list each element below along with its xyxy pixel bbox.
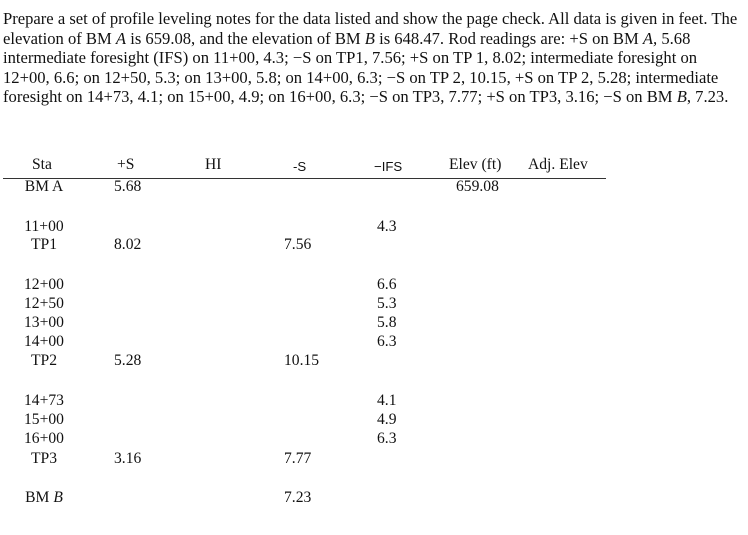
- ifs-cell: 5.3: [377, 295, 397, 312]
- ifs-cell: 4.1: [377, 392, 397, 409]
- header-plus-s: +S: [117, 156, 135, 173]
- header-ifs: −IFS: [374, 159, 403, 174]
- plus-s-cell: 5.68: [114, 178, 142, 195]
- ifs-cell: 6.3: [377, 430, 397, 447]
- station-cell: 14+00: [24, 333, 64, 350]
- station-cell: 13+00: [24, 314, 64, 331]
- ifs-cell: 4.9: [377, 411, 397, 428]
- station-cell: TP2: [31, 352, 57, 369]
- header-minus-s: -S: [293, 159, 307, 174]
- minus-s-cell: 7.23: [284, 489, 312, 506]
- elev-cell: 659.08: [456, 178, 499, 195]
- header-adj-elev: Adj. Elev: [528, 156, 588, 173]
- ifs-cell: 5.8: [377, 314, 397, 331]
- station-prefix: BM: [25, 489, 54, 506]
- station-cell: 12+00: [24, 276, 64, 293]
- station-cell: [14, 489, 74, 507]
- station-cell: 15+00: [24, 411, 64, 428]
- plus-s-cell: 8.02: [114, 236, 142, 253]
- header-rule: [3, 178, 606, 179]
- station-cell: 14+73: [24, 392, 64, 409]
- plus-s-cell: 5.28: [114, 352, 142, 369]
- header-elev: Elev (ft): [449, 156, 502, 173]
- header-sta: Sta: [32, 156, 52, 173]
- problem-statement: Prepare a set of profile leveling notes for the data listed and show the page check. All data is given in feet. The elevation of BM A is 659.08, and the elevation of BM B is 648.47. Rod readings are: +S on BM A, 5.68 intermediate foresight (IFS) on 11+00, 4.3; −S on TP1, 7.56; +S on TP 1, 8.02; intermediate foresight on 12+00, 6.6; on 12+50, 5.3; on 13+00, 5.8; on 14+00, 6.3; −S on TP 2, 10.15, +S on TP 2, 5.28; intermediate foresight on 14+73, 4.1; on 15+00, 4.9; on 16+00, 6.3; −S on TP3, 7.77; +S on TP3, 3.16; −S on BM B, 7.23.: [3, 9, 738, 107]
- station-cell: 12+50: [24, 295, 64, 312]
- minus-s-cell: 7.56: [284, 236, 312, 253]
- station-cell: BM A: [24, 178, 64, 195]
- header-hi: HI: [205, 156, 222, 173]
- station-cell: TP3: [31, 450, 57, 467]
- station-cell: 16+00: [24, 430, 64, 447]
- ifs-cell: 4.3: [377, 218, 397, 235]
- station-cell: TP1: [31, 236, 57, 253]
- plus-s-cell: 3.16: [114, 450, 142, 467]
- minus-s-cell: 7.77: [284, 450, 312, 467]
- minus-s-cell: 10.15: [284, 352, 320, 369]
- station-var: B: [53, 489, 63, 506]
- ifs-cell: 6.3: [377, 333, 397, 350]
- ifs-cell: 6.6: [377, 276, 397, 293]
- station-cell: 11+00: [24, 218, 64, 235]
